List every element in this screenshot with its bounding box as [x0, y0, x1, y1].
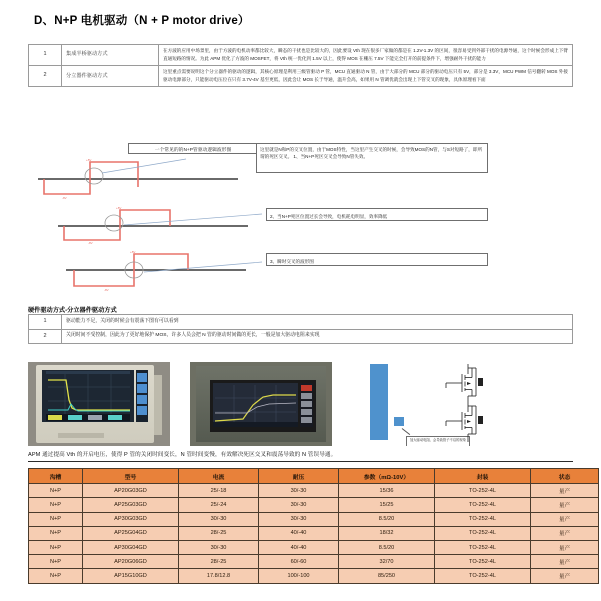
- waveform-2: [58, 202, 288, 244]
- svg-text:-8V: -8V: [88, 241, 93, 244]
- product-spec-table: [28, 468, 599, 584]
- cell-model: AP20G06GD: [83, 555, 179, 569]
- scope-bezel: [210, 380, 316, 432]
- row-description: 在方波的应用中场景里，由于方波的电机动率都比较大，瞬态的干扰也是比较大的，因此要设 Vth 现在很多厂家做的都是在 1.2V-1.3V 的区间，很容易受到外部干扰的电源导通，这个时候会形成上下臂直通短路的情况。为此 APM 优化了方波的 MOSFET，将 Vth 统一优化到 1.5V 以上，使得 MOS 在栅压 7.5V 下能完全打开的前提条件下，增强耐外干扰的能力: [159, 45, 573, 66]
- cell-current: 30/-30: [179, 540, 259, 554]
- waveform-diagram-block: [28, 140, 573, 298]
- oscilloscope-photo-2: [190, 362, 332, 446]
- cell-trench: N+P: [29, 526, 83, 540]
- cell-model: AP25G03GD: [83, 498, 179, 512]
- cell-model: AP30G04GD: [83, 540, 179, 554]
- scope-body: [196, 366, 326, 442]
- table-row: [29, 45, 573, 66]
- row-index: 2: [29, 329, 62, 344]
- column-header-rdson: 参数（mΩ-10V）: [339, 469, 435, 484]
- cell-current: 30/-30: [179, 512, 259, 526]
- diagram-note-2: 2、当N+P死区位置过长会导致，电机耗电明显，效率降低: [266, 208, 488, 221]
- cell-voltage: 30/-30: [259, 498, 339, 512]
- oscilloscope-photo-1: [28, 362, 170, 446]
- cell-current: 25/-24: [179, 498, 259, 512]
- cell-voltage: 30/-30: [259, 512, 339, 526]
- cell-rdson: 15/36: [339, 484, 435, 498]
- cell-package: TO-252-4L: [435, 498, 531, 512]
- cell-voltage: 40/-40: [259, 526, 339, 540]
- mosfet-schematic: [434, 362, 504, 446]
- callout-leader-line: [402, 428, 410, 435]
- cell-trench: N+P: [29, 540, 83, 554]
- svg-text:-8V: -8V: [104, 288, 109, 292]
- scope-body: [36, 365, 154, 443]
- photo-strip: [28, 362, 573, 446]
- cell-current: 17.8/12.8: [179, 569, 259, 583]
- cell-voltage: 100/-100: [259, 569, 339, 583]
- column-header-voltage: 耐压: [259, 469, 339, 484]
- hw-drive-section-title: 硬件驱动方式-分立器件驱动方式: [28, 307, 117, 314]
- table-row: [29, 498, 599, 512]
- diagram-caption-label: 一个常见的的N+P管驱动逻辑波形图: [128, 143, 258, 154]
- cell-package: TO-252-4L: [435, 555, 531, 569]
- svg-text:-8V: -8V: [62, 196, 67, 200]
- column-header-current: 电流: [179, 469, 259, 484]
- cell-status: 量产: [531, 484, 599, 498]
- cell-status: 量产: [531, 540, 599, 554]
- cell-trench: N+P: [29, 498, 83, 512]
- row-description: 关闭时间不受控制，因此为了更好地保护 MOS，许多人员会把 N 管的驱动时间做的更长，一般是加大驱动电阻来实现: [62, 329, 573, 344]
- cell-trench: N+P: [29, 484, 83, 498]
- svg-text:+8V: +8V: [116, 206, 122, 210]
- scope-screen: [42, 370, 134, 422]
- scope-screen: [213, 383, 298, 427]
- horizontal-rule: [28, 461, 573, 462]
- cell-model: AP30G03GD: [83, 512, 179, 526]
- cell-current: 28/-25: [179, 526, 259, 540]
- cell-current: 25/-18: [179, 484, 259, 498]
- diagram-note-3: 3、瞬时交叉的波形图: [266, 253, 488, 266]
- svg-text:+8V: +8V: [86, 158, 92, 162]
- cell-trench: N+P: [29, 569, 83, 583]
- circuit-schematic-figure: [358, 362, 573, 446]
- cell-current: 28/-25: [179, 555, 259, 569]
- cell-trench: N+P: [29, 555, 83, 569]
- row-index: 1: [29, 45, 62, 66]
- column-header-model: 型号: [83, 469, 179, 484]
- row-index: 1: [29, 315, 62, 330]
- table-row: [29, 512, 599, 526]
- table-row: [29, 569, 599, 583]
- cell-rdson: 18/32: [339, 526, 435, 540]
- table-row: [29, 484, 599, 498]
- diagram-note-1: 这里就是N和P的交叉位置，由于MOS特性，当这里产生交叉的时候，会导致MOS的N管，与S对短路了，即所谓的死区交叉。 1、当N+P死区交叉会导致N管失效。: [256, 143, 488, 173]
- cell-model: AP20G03GD: [83, 484, 179, 498]
- cell-status: 量产: [531, 569, 599, 583]
- table-row: [29, 315, 573, 330]
- table-header-row: [29, 469, 599, 484]
- cell-package: TO-252-4L: [435, 526, 531, 540]
- row-name: 集成半桥驱动方式: [62, 45, 159, 66]
- scope-brand-plate: [58, 433, 104, 438]
- cell-package: TO-252-4L: [435, 569, 531, 583]
- apm-caption-text: APM 通过提高 Vth 的开启电压，使得 P 管的关闭时间变长，N 管时间变慢，有效解决死区交叉和震荡导致的 N 管误导通。: [28, 452, 337, 458]
- cell-voltage: 60/-60: [259, 555, 339, 569]
- page-title: D、N+P 电机驱动（N + P motor drive）: [34, 15, 250, 27]
- cell-rdson: 32/70: [339, 555, 435, 569]
- column-header-status: 状态: [531, 469, 599, 484]
- cell-status: 量产: [531, 526, 599, 540]
- cell-trench: N+P: [29, 512, 83, 526]
- column-header-package: 封装: [435, 469, 531, 484]
- cell-rdson: 15/25: [339, 498, 435, 512]
- scope-side-menu: [136, 370, 148, 422]
- waveform-1: [38, 158, 268, 200]
- blue-accent-bar: [370, 364, 388, 440]
- waveform-3: [66, 248, 296, 292]
- cell-status: 量产: [531, 512, 599, 526]
- cell-package: TO-252-4L: [435, 484, 531, 498]
- column-header-trench: 沟槽: [29, 469, 83, 484]
- cell-voltage: 30/-30: [259, 484, 339, 498]
- cell-status: 量产: [531, 555, 599, 569]
- drive-methods-table: [28, 44, 573, 87]
- cell-voltage: 40/-40: [259, 540, 339, 554]
- blue-accent-chip: [394, 417, 404, 426]
- hw-drive-table: [28, 314, 573, 344]
- cell-package: TO-252-4L: [435, 540, 531, 554]
- circuit-callout-note: 加大驱动电阻、会导致管子不启的现象: [406, 436, 470, 446]
- table-row: [29, 526, 599, 540]
- cell-rdson: 8.5/20: [339, 540, 435, 554]
- cell-package: TO-252-4L: [435, 512, 531, 526]
- cell-rdson: 85/250: [339, 569, 435, 583]
- scope-side-menu: [300, 383, 313, 427]
- table-row: [29, 540, 599, 554]
- cell-rdson: 8.5/20: [339, 512, 435, 526]
- scope-knob-panel: [154, 375, 162, 435]
- cell-model: AP15G10GD: [83, 569, 179, 583]
- row-name: 分立器件驱动方式: [62, 66, 159, 87]
- row-index: 2: [29, 66, 62, 87]
- table-row: [29, 555, 599, 569]
- table-row: [29, 66, 573, 87]
- cell-model: AP25G04GD: [83, 526, 179, 540]
- row-description: 驱动能力不足，关闭的时候会有震荡下图有可以看到: [62, 315, 573, 330]
- svg-text:+8V: +8V: [130, 250, 136, 254]
- table-row: [29, 329, 573, 344]
- cell-status: 量产: [531, 498, 599, 512]
- row-description: 这里重点需要说明这个分立器件的驱动的逻辑，其核心原理是利用三级管驱动 P 管，MCU 直通驱动 N 管，由于大部分的 MCU 部分的驱动电压只有 5V，部分是 3.3V，MCU PWM 信号翻转 MOS 外接驱动电源部分，只能驱动电压位在只有 3.7V-4V 基至更低，因此会让 MOS 长于导通，温升会高，如果用 N 管调优就会出现上下管交叉的现象，具体原理看下面: [159, 66, 573, 87]
